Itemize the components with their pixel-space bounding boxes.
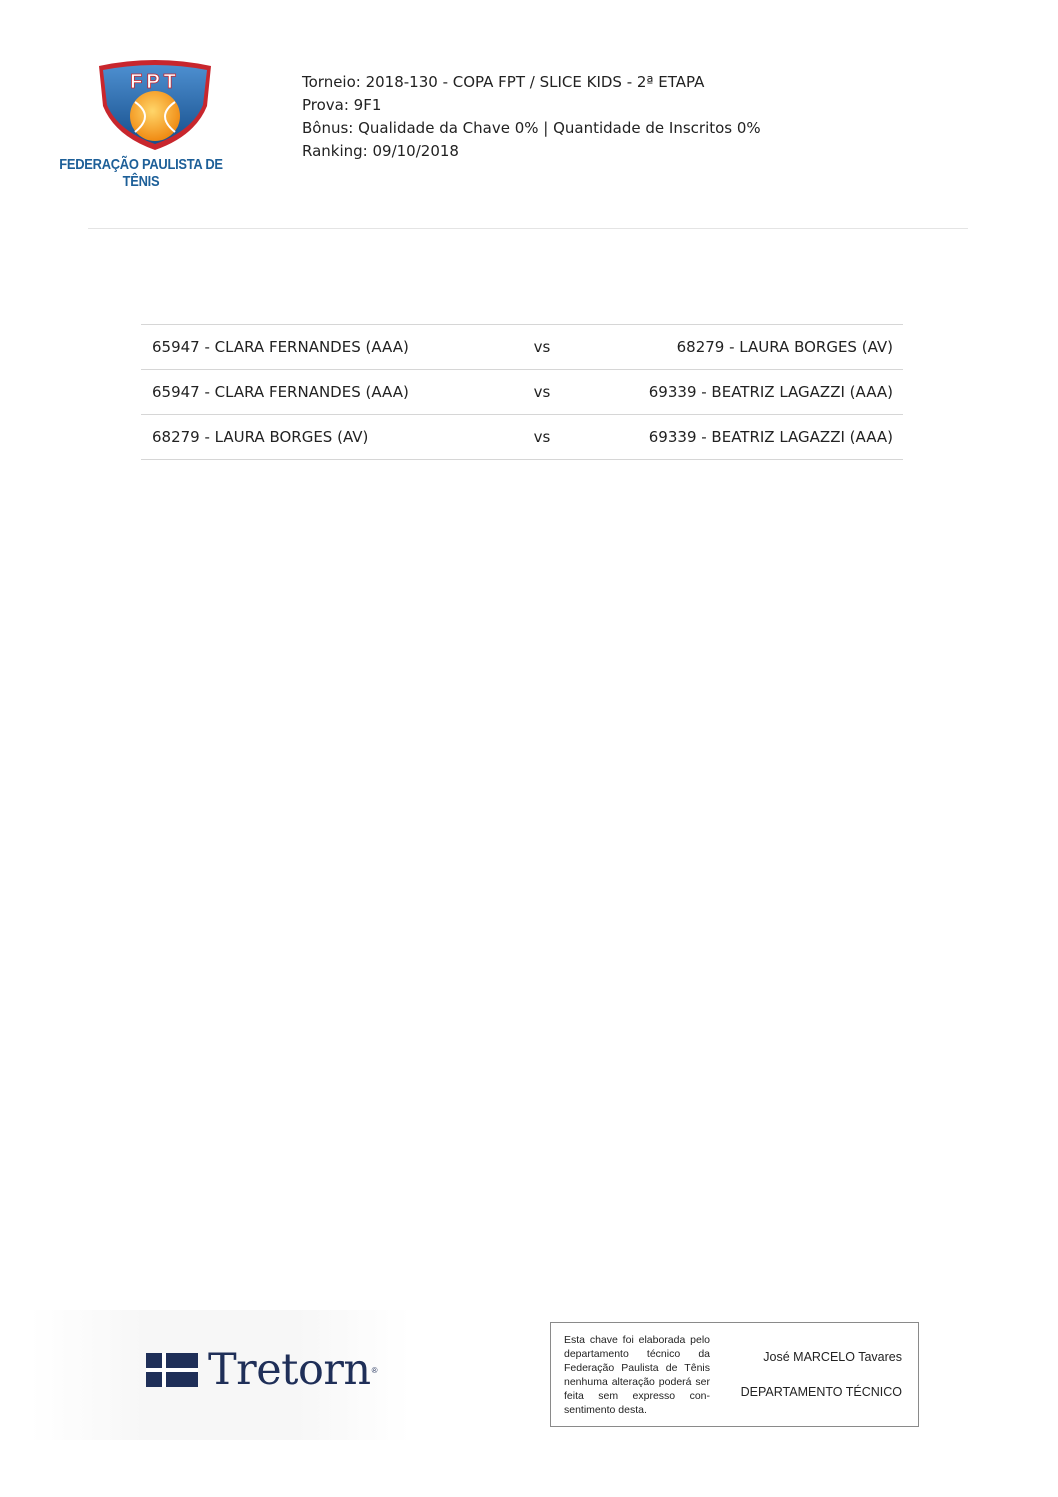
tretorn-logo bbox=[146, 1345, 378, 1395]
player-a: 68279 - LAURA BORGES (AV) bbox=[152, 428, 369, 446]
sponsor-name: Tretorn bbox=[208, 1345, 371, 1395]
match-list bbox=[141, 324, 903, 460]
tournament-name: Torneio: 2018-130 - COPA FPT / SLICE KIDS - 2ª ETAPA bbox=[302, 73, 705, 91]
player-a: 65947 - CLARA FERNANDES (AAA) bbox=[152, 338, 409, 356]
disclaimer-text: Esta chave foi elaborada pelo departamento técnico da Federação Paulista de Tênis nenhuma alteração poderá ser feita sem expresso con-sentimento desta. bbox=[564, 1334, 710, 1416]
player-b: 69339 - BEATRIZ LAGAZZI (AAA) bbox=[648, 383, 893, 401]
fpt-shield-icon bbox=[55, 58, 255, 153]
match-row bbox=[141, 325, 903, 370]
signer-department: DEPARTAMENTO TÉCNICO bbox=[740, 1385, 902, 1399]
player-a: 65947 - CLARA FERNANDES (AAA) bbox=[152, 383, 409, 401]
ranking-date: Ranking: 09/10/2018 bbox=[302, 142, 459, 160]
nordic-cross-flag-icon bbox=[146, 1353, 198, 1387]
versus-label: vs bbox=[533, 428, 551, 446]
match-row bbox=[141, 370, 903, 415]
fpt-logo bbox=[55, 58, 255, 190]
signature-box bbox=[550, 1322, 919, 1427]
fpt-logo-caption: FEDERAÇÃO PAULISTA DE TÊNIS bbox=[59, 156, 223, 190]
registered-mark: ® bbox=[371, 1365, 378, 1375]
versus-label: vs bbox=[533, 338, 551, 356]
versus-label: vs bbox=[533, 383, 551, 401]
header-divider bbox=[88, 228, 968, 229]
player-b: 69339 - BEATRIZ LAGAZZI (AAA) bbox=[648, 428, 893, 446]
signer-name: José MARCELO Tavares bbox=[763, 1350, 902, 1364]
player-b: 68279 - LAURA BORGES (AV) bbox=[676, 338, 893, 356]
svg-text:FPT: FPT bbox=[130, 71, 180, 93]
event-code: Prova: 9F1 bbox=[302, 96, 382, 114]
bonus-info: Bônus: Qualidade da Chave 0% | Quantidade de Inscritos 0% bbox=[302, 119, 761, 137]
match-row bbox=[141, 415, 903, 460]
tournament-info bbox=[302, 71, 761, 163]
